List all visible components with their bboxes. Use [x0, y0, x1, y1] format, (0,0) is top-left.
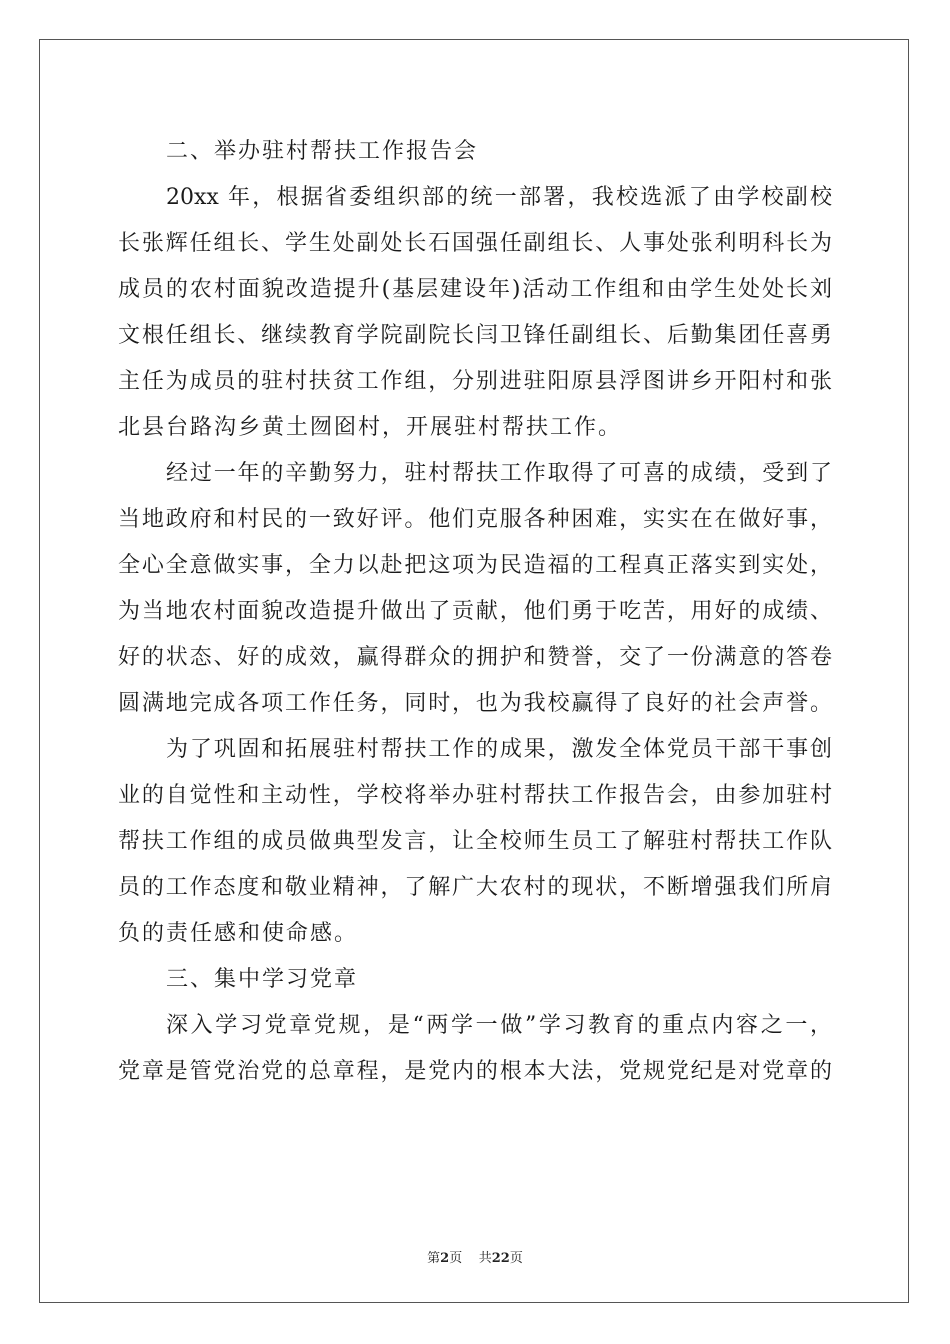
paragraph-line: 20xx 年，根据省委组织部的统一部署，我校选派了由学校副校	[166, 185, 832, 210]
footer-page-unit: 页	[449, 1251, 463, 1266]
paragraph-line: 党章是管党治党的总章程，是党内的根本大法，党规党纪是对党章的	[118, 1059, 832, 1084]
paragraph-line: 北县台路沟乡黄土囫囵村，开展驻村帮扶工作。	[118, 415, 623, 440]
paragraph-line: 帮扶工作组的成员做典型发言，让全校师生员工了解驻村帮扶工作队	[118, 829, 832, 854]
paragraph-line: 深入学习党章党规，是“两学一做”学习教育的重点内容之一，	[166, 1013, 832, 1038]
paragraph-line: 当地政府和村民的一致好评。他们克服各种困难，实实在在做好事，	[118, 507, 832, 532]
paragraph-line: 负的责任感和使命感。	[118, 921, 359, 946]
paragraph-line: 全心全意做实事，全力以赴把这项为民造福的工程真正落实到实处，	[118, 553, 832, 578]
footer-total-unit: 页	[509, 1251, 523, 1266]
paragraph-line: 业的自觉性和主动性，学校将举办驻村帮扶工作报告会，由参加驻村	[118, 783, 832, 808]
footer-total-prefix: 共	[478, 1251, 492, 1266]
paragraph-line: 为了巩固和拓展驻村帮扶工作的成果，激发全体党员干部干事创	[166, 737, 832, 762]
footer-prefix: 第	[427, 1251, 441, 1266]
paragraph-line: 文根任组长、继续教育学院副院长闫卫锋任副组长、后勤集团任喜勇	[118, 323, 832, 348]
paragraph-line: 圆满地完成各项工作任务，同时，也为我校赢得了良好的社会声誉。	[118, 691, 832, 716]
paragraph-line: 员的工作态度和敬业精神，了解广大农村的现状，不断增强我们所肩	[118, 875, 832, 900]
paragraph-line: 经过一年的辛勤努力，驻村帮扶工作取得了可喜的成绩，受到了	[166, 461, 832, 486]
paragraph-line: 长张辉任组长、学生处副处长石国强任副组长、人事处张利明科长为	[118, 231, 832, 256]
heading-section-3: 三、集中学习党章	[166, 967, 359, 992]
paragraph-line: 好的状态、好的成效，赢得群众的拥护和赞誉，交了一份满意的答卷	[118, 645, 832, 670]
paragraph-line: 成员的农村面貌改造提升(基层建设年)活动工作组和由学生处处长刘	[118, 277, 832, 302]
total-pages-number: 22	[491, 1251, 510, 1266]
page-footer	[0, 1247, 950, 1266]
paragraph-line: 为当地农村面貌改造提升做出了贡献，他们勇于吃苦，用好的成绩、	[118, 599, 832, 624]
document-body	[118, 129, 832, 1095]
heading-section-2: 二、举办驻村帮扶工作报告会	[166, 139, 479, 164]
current-page-number: 2	[440, 1251, 450, 1266]
paragraph-line: 主任为成员的驻村扶贫工作组，分别进驻阳原县浮图讲乡开阳村和张	[118, 369, 832, 394]
